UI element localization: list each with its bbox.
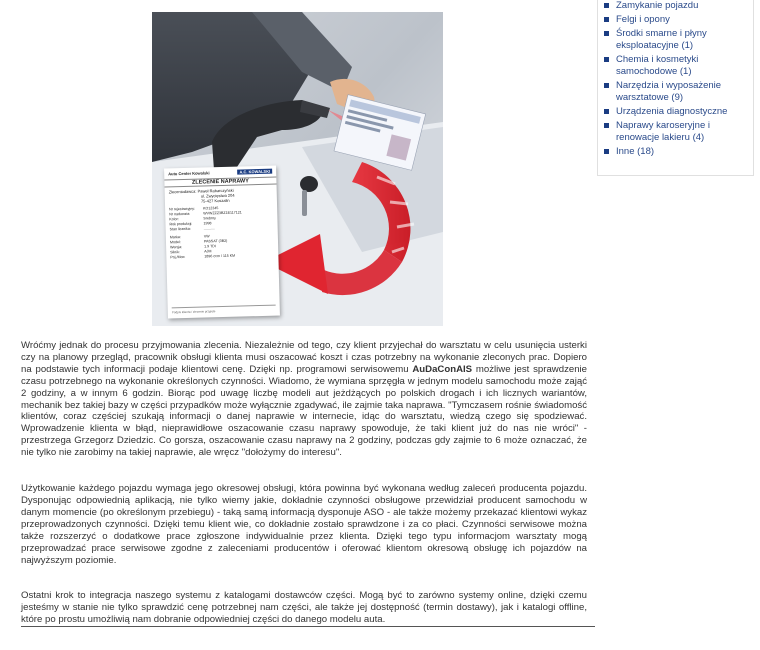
category-item[interactable] — [604, 146, 753, 158]
article-paragraph-3: Ostatni krok to integracja naszego systemu z katalogami dostawców części. Mogą być to zarówno systemy online, dzięki czemu jesteśmy w stanie nie tylko sprawdzić cenę potrzebnej nam części, ale także jej dostępność (termin dostawy), jak i katalogi offline, które po prostu umożliwią nam dobranie odpowiedniej części do danego modelu auta. — [21, 590, 587, 626]
category-link[interactable]: Inne (18) — [616, 146, 655, 157]
square-bullet-icon — [604, 57, 609, 62]
square-bullet-icon — [604, 123, 609, 128]
square-bullet-icon — [604, 3, 609, 8]
category-list — [598, 0, 753, 158]
category-item[interactable] — [604, 0, 753, 12]
square-bullet-icon — [604, 109, 609, 114]
doc-row: Rok produkcji: 1998 — [169, 221, 212, 227]
doc-city: 75-427 Koszalin — [200, 197, 230, 204]
doc-row: Marka: VW — [169, 234, 210, 240]
category-item[interactable] — [604, 80, 753, 104]
doc-row: Wersja: 1.9 TDI — [170, 244, 216, 250]
category-link[interactable]: Narzędzia i wyposażenie warsztatowe (9) — [616, 80, 722, 103]
article-paragraph-2: Użytkowanie każdego pojazdu wymaga jego okresowej obsługi, która powinna być wykonana według zaleceń producenta pojazdu. Dysponując odpowiednią aplikacją, nie tylko wiemy jakie, dokładnie czynności obsługowe przewidział producent samochodu w danym momencie (po określonym przebiegu) - taką samą informacją dysponuje ASO - ale także możemy przekazać klientowi wykaz przeprowadzonych czynności. Dzięki temu klient wie, co dokładnie zostało sprawdzone i za co płaci. Czynności serwisowe można także rozszerzyć o dodatkowe prace zgłoszone indywidualnie przez klienta. Dzięki tego typu informacjom warsztaty mogą przeprowadzać prace serwisowe zgodne z zaleceniami producentów i oferować klientom okresową obsługę ich pojazdów na najwyższym poziomie. — [21, 483, 587, 566]
category-link[interactable]: Chemia i kosmetyki samochodowe (1) — [616, 54, 699, 77]
category-sidebar — [597, 0, 754, 176]
category-link[interactable]: Środki smarne i płyny eksploatacyjne (1) — [616, 28, 707, 51]
square-bullet-icon — [604, 17, 609, 22]
article-body — [21, 340, 587, 650]
doc-title: ZLECENIE NAPRAWY — [164, 177, 276, 188]
category-link[interactable]: Zamykanie pojazdu — [616, 0, 699, 11]
category-link[interactable]: Urządzenia diagnostyczne — [616, 106, 728, 117]
bottom-divider — [21, 626, 595, 627]
square-bullet-icon — [604, 31, 609, 36]
left-margin — [0, 0, 20, 628]
doc-row: Stan licznika: ........... — [169, 226, 215, 232]
doc-row: Nr nadwozia: WVWZZZ3BZ1E117121 — [169, 210, 242, 217]
doc-row: Kolor: Srebrny — [169, 216, 217, 222]
doc-client: Paweł Rabarczyński — [197, 187, 234, 194]
doc-footer: Podpis klienta / zlecenie przyjęte — [171, 309, 216, 315]
brand-name: AuDaConAIS — [412, 363, 473, 375]
doc-brand: A.C. KOWALSKI — [239, 168, 271, 175]
doc-company: Auto Center Kowalski — [168, 170, 210, 177]
category-item[interactable] — [604, 28, 753, 52]
category-link[interactable]: Naprawy karoseryjne i renowacje lakieru (4) — [616, 120, 710, 143]
doc-row: Silnik: AJM — [170, 249, 212, 255]
doc-street: ul. Zwycięstwa 204 — [200, 192, 235, 199]
category-item[interactable] — [604, 54, 753, 78]
doc-row: Nr rejestracyjny: KO12345 — [169, 206, 219, 212]
doc-row: Poj./Moc: 1896 ccm / 115 KM — [170, 253, 236, 260]
category-item[interactable] — [604, 120, 753, 144]
square-bullet-icon — [604, 83, 609, 88]
category-item[interactable] — [604, 14, 753, 26]
article-paragraph-1: Wróćmy jednak do procesu przyjmowania zlecenia. Niezależnie od tego, czy klient przyjechał do warsztatu w celu usunięcia usterki czy na planowy przegląd, pracownik obsługi klienta musi oszacować koszt i czas potrzebny na wykonanie zleconych prac. Dopiero na podstawie tych informacji podaje klientowi cenę. Dzięki np. programowi serwisowemu AuDaConAIS możliwe jest sprawdzenie czasu potrzebnego na wykonanie określonych czynności. Wiadomo, że wymiana sprzęgła w jednym modelu samochodu może zająć 2 godziny, a w innym 6 godzin. Biorąc pod uwagę liczbę modeli aut jeżdżących po polskich drogach i ich licznych wariantów, mechanik bez takiej bazy w części przypadków może wyłącznie zgadywać, ile zajmie taka naprawa. "Tymczasem rośnie świadomość klientów, coraz częściej szukają informacji o danej naprawie w internecie, idąc do warsztatu, wiedzą czego się spodziewać. Wprowadzenie klienta w błąd, nieprawidłowe oszacowanie czasu naprawy spowoduje, że taki klient już do nas nie wróci" - przestrzega Grzegorz Dziedzic. Co gorsza, oszacowanie czasu naprawy na 2 godziny, podczas gdy zajmie to 6 może oznaczać, że nie tylko nie zarobimy na takiej naprawie, ale wręcz "dołożymy do interesu". — [21, 340, 587, 459]
square-bullet-icon — [604, 149, 609, 154]
hero-image — [152, 12, 443, 326]
category-link[interactable]: Felgi i opony — [616, 14, 670, 25]
doc-client-label: Zleceniodawca: — [168, 188, 197, 195]
category-item[interactable] — [604, 106, 753, 118]
doc-row: Model: PASSAT (3B2) — [169, 238, 228, 245]
repair-order-document — [164, 166, 280, 319]
